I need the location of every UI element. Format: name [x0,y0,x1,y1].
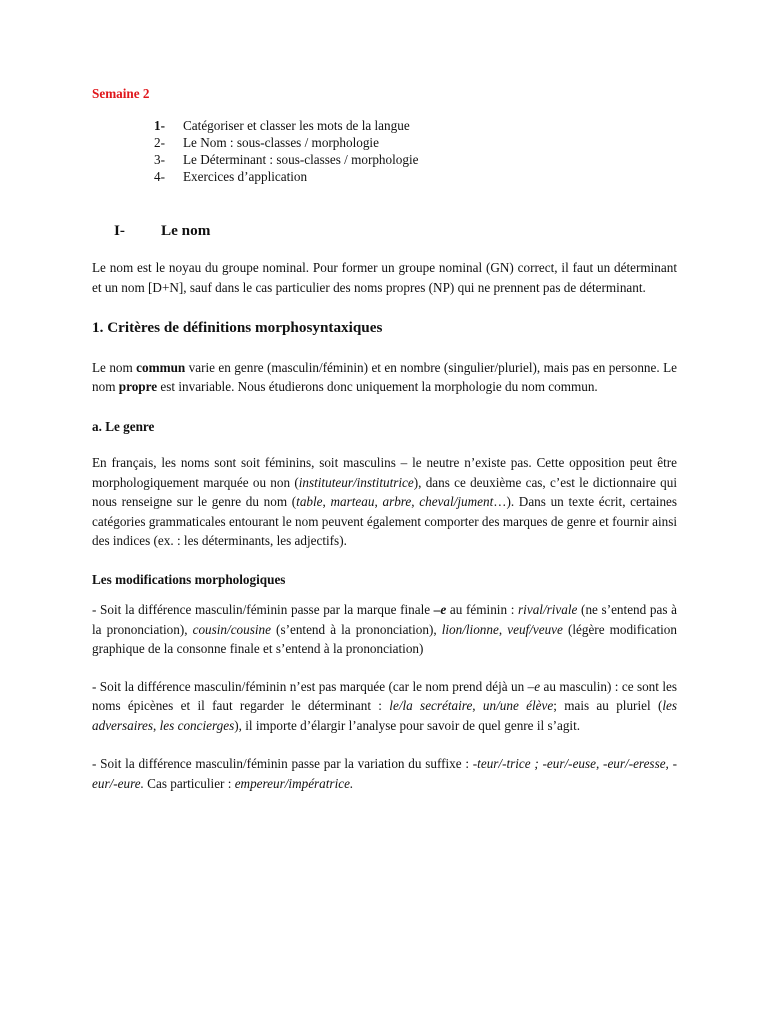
section-title: Le nom [161,221,211,239]
text-run: , [153,717,160,733]
genre-heading: a. Le genre [92,418,155,434]
text-run: est invariable. Nous étudierons donc uniquement la morphologie du nom commun. [157,379,598,394]
example-text: -teur/-trice ; -eur/-euse, -eur/-eresse, -eur/-eure. [92,756,677,791]
toc-item [154,134,677,151]
text-run: …). Dans un texte écrit, certaines catégories grammaticales entourant le nom peuvent également comporter des marques de genre et fournir ainsi des indices (ex. : les déterminants, les adjectifs). [92,494,678,548]
text-run: Le nom [92,359,137,375]
toc-item [154,151,677,168]
text-run: ), il importe d’élargir l’analyse pour savoir de quel genre il s’agit. [234,717,581,733]
example-text: –e [527,678,541,694]
section-heading [114,221,677,241]
text-run: (légère modification graphique de la consonne finale et s’entend à la prononciation) [92,621,677,656]
genre-paragraph [92,453,677,551]
modification-paragraph-1 [92,600,677,659]
text-run: En français, les noms sont soit féminins, soit masculins – le neutre n’existe pas. Cette opposition peut être morphologiquement marquée ou non ( [92,455,677,490]
example-text: le/la secrétaire [389,698,473,713]
modification-paragraph-2 [92,677,677,736]
text-run: , [472,698,483,713]
example-text: empereur/impératrice. [234,775,354,791]
toc-number: 2- [154,134,165,150]
text-run: ), dans ce deuxième cas, c’est le dictionnaire qui nous renseigne sur le genre du nom ( [92,474,677,509]
intro-paragraph: Le nom est le noyau du groupe nominal. Pour former un groupe nominal (GN) correct, il faut un déterminant et un nom [D+N], sauf dans le cas particulier des noms propres (NP) qui ne prennent pas de déterminant. [92,260,677,295]
modification-paragraph-3 [92,754,677,793]
toc-item [154,117,677,134]
example-text: veuf/veuve [507,621,563,637]
criteria-heading: 1. Critères de définitions morphosyntaxiques [92,319,383,336]
text-run: , [322,494,331,509]
toc-text: Exercices d’application [183,168,308,184]
term-commun: commun [136,359,186,375]
toc-text: Le Déterminant : sous-classes / morphologie [183,151,419,167]
text-run: varie en genre (masculin/féminin) et en nombre (singulier/pluriel), mais pas en personne. Le nom [92,359,677,394]
toc-item [154,168,677,185]
example-text: les concierges [159,717,235,733]
text-run: au féminin : [446,602,519,617]
text-run: (ne s’entend pas à la prononciation), [92,602,677,637]
example-text: marteau [330,494,375,509]
example-text: un/une élève [482,698,554,713]
example-text: instituteur/institutrice [298,474,414,490]
example-text: cousin/cousine [192,621,271,637]
example-text: les adversaires [92,698,677,733]
text-run: (s’entend à la prononciation), [270,621,442,637]
example-text: cheval/jument [419,494,494,509]
document-page [92,84,677,793]
toc-list [92,117,677,185]
text-run: - Soit la différence masculin/féminin n’est pas marquée (car le nom prend déjà un [92,678,528,694]
text-run: , [374,494,383,509]
example-text: arbre [382,494,412,509]
commun-paragraph [92,358,677,397]
section-number: I- [114,221,125,239]
week-title: Semaine 2 [92,86,150,101]
text-run: ; mais au pluriel ( [553,698,663,713]
text-run: au masculin) : ce sont les noms épicènes et il faut regarder le déterminant : [92,678,678,713]
example-text: lion/lionne [441,621,499,637]
toc-text: Catégoriser et classer les mots de la langue [183,117,410,133]
example-text: table [296,494,323,509]
text-run: - Soit la différence masculin/féminin passe par la marque finale [92,602,434,617]
text-run: , [411,494,420,509]
toc-number: 3- [154,151,165,167]
text-run: Cas particulier : [143,775,235,791]
text-run: , [498,621,508,637]
text-run: - Soit la différence masculin/féminin passe par la variation du suffixe : [92,756,473,771]
modifications-heading: Les modifications morphologiques [92,571,286,587]
example-text: rival/rivale [518,602,578,617]
term-propre: propre [118,379,158,394]
toc-number: 4- [154,168,165,184]
example-text: –e [433,602,447,617]
toc-number: 1- [154,117,165,133]
toc-text: Le Nom : sous-classes / morphologie [183,134,379,150]
